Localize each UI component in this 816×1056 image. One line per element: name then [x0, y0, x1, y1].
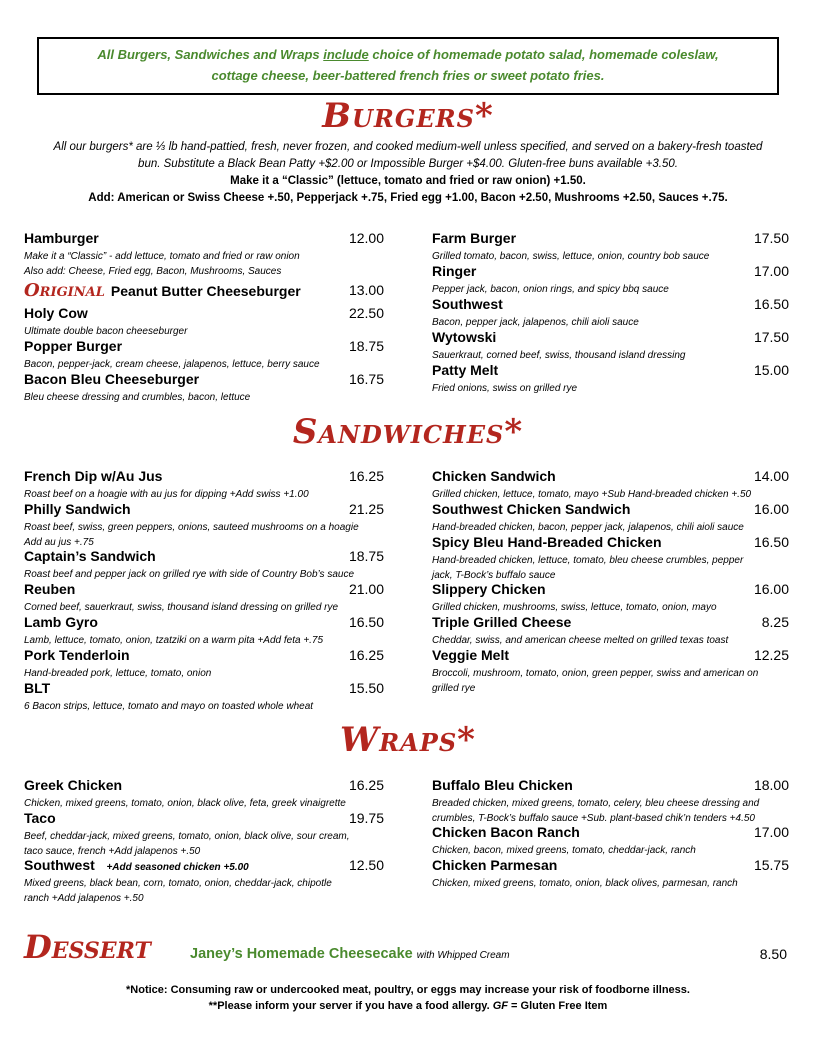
item-price: 8.25: [761, 614, 789, 630]
sides-notice-text: All Burgers, Sandwiches and Wraps: [97, 47, 324, 62]
item-price: 16.00: [753, 501, 789, 517]
item-description: Sauerkraut, corned beef, swiss, thousand island dressing: [432, 350, 686, 361]
item-name: [24, 857, 249, 873]
item-description: Grilled tomato, bacon, swiss, lettuce, onion, country bob sauce: [432, 251, 710, 262]
item-price: 18.75: [348, 338, 384, 354]
item-description: Ultimate double bacon cheeseburger: [24, 326, 188, 337]
item-description: Roast beef on a hoagie with au jus for dipping +Add swiss +1.00: [24, 489, 309, 500]
item-description: Bleu cheese dressing and crumbles, bacon, lettuce: [24, 392, 251, 403]
sides-notice-emphasis: include: [323, 47, 369, 62]
item-name: Pork Tenderloin: [24, 647, 130, 663]
dessert-title: Dessert: [24, 928, 151, 966]
item-name: Bacon Bleu Cheeseburger: [24, 371, 200, 387]
item-price: 15.50: [348, 680, 384, 696]
item-name: Chicken Bacon Ranch: [432, 824, 580, 840]
item-name: Reuben: [24, 581, 76, 597]
item-name: BLT: [24, 680, 51, 696]
item-name: French Dip w/Au Jus: [24, 468, 163, 484]
allergy-notice: [0, 1000, 816, 1012]
item-description: Grilled chicken, mushrooms, swiss, lettuce, tomato, onion, mayo: [432, 602, 717, 613]
item-name-text: Peanut Butter Cheeseburger: [110, 283, 301, 299]
item-price: 16.25: [348, 647, 384, 663]
sides-notice-box: [37, 37, 779, 95]
item-description: Lamb, lettuce, tomato, onion, tzatziki on a warm pita +Add feta +.75: [24, 635, 324, 646]
item-price: 12.25: [753, 647, 789, 663]
sandwiches-title: Sandwiches*: [292, 412, 524, 452]
item-price: 14.00: [753, 468, 789, 484]
dessert-topping: with Whipped Cream: [416, 950, 510, 961]
item-name-text: Southwest: [24, 857, 95, 873]
item-description: 6 Bacon strips, lettuce, tomato and mayo on toasted whole wheat: [24, 701, 314, 712]
item-price: 17.50: [753, 230, 789, 246]
item-description: Hand-breaded pork, lettuce, tomato, onion: [24, 668, 212, 679]
item-price: 22.50: [348, 305, 384, 321]
item-price: 12.00: [348, 230, 384, 246]
item-name: Buffalo Bleu Chicken: [432, 777, 573, 793]
item-name: Hamburger: [24, 230, 99, 246]
item-description: Pepper jack, bacon, onion rings, and spicy bbq sauce: [432, 284, 669, 295]
item-price: 12.50: [348, 857, 384, 873]
item-price: 15.00: [753, 362, 789, 378]
item-description: Chicken, mixed greens, tomato, onion, black olives, parmesan, ranch: [432, 878, 738, 889]
item-description: Mixed greens, black bean, corn, tomato, onion, cheddar-jack, chipotle ranch +Add jalapenos +.50: [24, 878, 332, 904]
item-price: 17.50: [753, 329, 789, 345]
item-description: Beef, cheddar-jack, mixed greens, tomato, onion, black olive, sour cream, taco sauce, french +Add jalapenos +.50: [24, 831, 350, 857]
item-description: Breaded chicken, mixed greens, tomato, celery, bleu cheese dressing and crumbles, T-Bock’s buffalo sauce +Sub. plant-based chik’n tenders +4.50: [432, 798, 760, 824]
item-price: 13.00: [348, 282, 384, 298]
item-price: 16.50: [753, 296, 789, 312]
item-name: Patty Melt: [432, 362, 499, 378]
item-description: Fried onions, swiss on grilled rye: [432, 383, 578, 394]
burgers-intro-line: All our burgers* are ⅓ lb hand-pattied, fresh, never frozen, and cooked medium-well unless specified, and served on a bakery-fresh toasted: [53, 141, 763, 153]
sides-notice-line-2: cottage cheese, beer-battered french fries or sweet potato fries.: [211, 68, 605, 83]
original-badge: Original: [24, 280, 105, 301]
item-description: Roast beef and pepper jack on grilled rye with side of Country Bob’s sauce: [24, 569, 355, 580]
item-description: Roast beef, swiss, green peppers, onions, sauteed mushrooms on a hoagie Add au jus +.75: [24, 522, 359, 548]
item-name: Veggie Melt: [432, 647, 510, 663]
item-price: 16.75: [348, 371, 384, 387]
item-name: Chicken Parmesan: [432, 857, 558, 873]
item-name: Slippery Chicken: [432, 581, 546, 597]
item-name: Holy Cow: [24, 305, 88, 321]
item-addon-note: +Add seasoned chicken +5.00: [106, 862, 249, 873]
item-name: Taco: [24, 810, 56, 826]
item-price: 21.25: [348, 501, 384, 517]
item-name: Triple Grilled Cheese: [432, 614, 572, 630]
item-description: Bacon, pepper-jack, cream cheese, jalapenos, lettuce, berry sauce: [24, 359, 320, 370]
item-price: 16.25: [348, 777, 384, 793]
item-price: 16.50: [753, 534, 789, 550]
item-name: [24, 280, 301, 301]
item-name: Captain’s Sandwich: [24, 548, 156, 564]
item-description: Cheddar, swiss, and american cheese melted on grilled texas toast: [432, 635, 729, 646]
item-description: Make it a “Classic” - add lettuce, tomato and fried or raw onion Also add: Cheese, Fried egg, Bacon, Mushrooms, Sauces: [24, 251, 300, 277]
item-description: Hand-breaded chicken, lettuce, tomato, bleu cheese crumbles, pepper jack, T-Bock’s buffalo sauce: [432, 555, 744, 581]
burgers-title: Burgers*: [322, 96, 494, 136]
wraps-title: Wraps*: [340, 720, 476, 760]
item-price: 18.75: [348, 548, 384, 564]
item-description: Hand-breaded chicken, bacon, pepper jack, jalapenos, chili aioli sauce: [432, 522, 744, 533]
item-price: 17.00: [753, 824, 789, 840]
sides-notice-text: choice of homemade potato salad, homemade coleslaw,: [368, 47, 719, 62]
item-price: 15.75: [753, 857, 789, 873]
item-price: 17.00: [753, 263, 789, 279]
item-description: Broccoli, mushroom, tomato, onion, green pepper, swiss and american on grilled rye: [432, 668, 759, 694]
item-name: Farm Burger: [432, 230, 517, 246]
burgers-intro-line: bun. Substitute a Black Bean Patty +$2.00 or Impossible Burger +$4.00. Gluten-free buns available +3.50.: [138, 158, 678, 170]
item-price: 16.00: [753, 581, 789, 597]
allergy-text: **Please inform your server if you have a food allergy.: [208, 1000, 493, 1012]
item-price: 16.25: [348, 468, 384, 484]
item-name: Lamb Gyro: [24, 614, 98, 630]
item-name: Chicken Sandwich: [432, 468, 556, 484]
item-name: Southwest: [432, 296, 503, 312]
item-price: 19.75: [348, 810, 384, 826]
item-description: Grilled chicken, lettuce, tomato, mayo +Sub Hand-breaded chicken +.50: [432, 489, 752, 500]
dessert-item: [190, 946, 510, 962]
item-name: Greek Chicken: [24, 777, 123, 793]
item-name: Spicy Bleu Hand-Breaded Chicken: [432, 534, 662, 550]
gluten-free-text: = Gluten Free Item: [508, 1000, 608, 1012]
item-description: Corned beef, sauerkraut, swiss, thousand island dressing on grilled rye: [24, 602, 339, 613]
item-name: Ringer: [432, 263, 477, 279]
item-name: Popper Burger: [24, 338, 123, 354]
item-name: Southwest Chicken Sandwich: [432, 501, 631, 517]
item-price: 21.00: [348, 581, 384, 597]
foodborne-illness-notice: *Notice: Consuming raw or undercooked meat, poultry, or eggs may increase your risk of foodborne illness.: [126, 984, 690, 996]
item-description: Bacon, pepper jack, jalapenos, chili aioli sauce: [432, 317, 639, 328]
item-price: 18.00: [753, 777, 789, 793]
item-description: Chicken, bacon, mixed greens, tomato, cheddar-jack, ranch: [432, 845, 696, 856]
sides-notice-line-1: [39, 47, 777, 62]
gluten-free-abbrev: GF: [492, 1000, 508, 1012]
dessert-price: 8.50: [759, 946, 787, 962]
item-price: 16.50: [348, 614, 384, 630]
item-name: Wytowski: [432, 329, 497, 345]
dessert-name: Janey’s Homemade Cheesecake: [190, 946, 413, 962]
item-name: Philly Sandwich: [24, 501, 131, 517]
burgers-classic-note: Make it a “Classic” (lettuce, tomato and fried or raw onion) +1.50.: [230, 175, 586, 187]
item-description: Chicken, mixed greens, tomato, onion, black olive, feta, greek vinaigrette: [24, 798, 346, 809]
burgers-addons-note: Add: American or Swiss Cheese +.50, Pepperjack +.75, Fried egg +1.00, Bacon +2.50, Mushrooms +2.50, Sauces +.75.: [88, 192, 728, 204]
burgers-intro: [24, 139, 792, 207]
